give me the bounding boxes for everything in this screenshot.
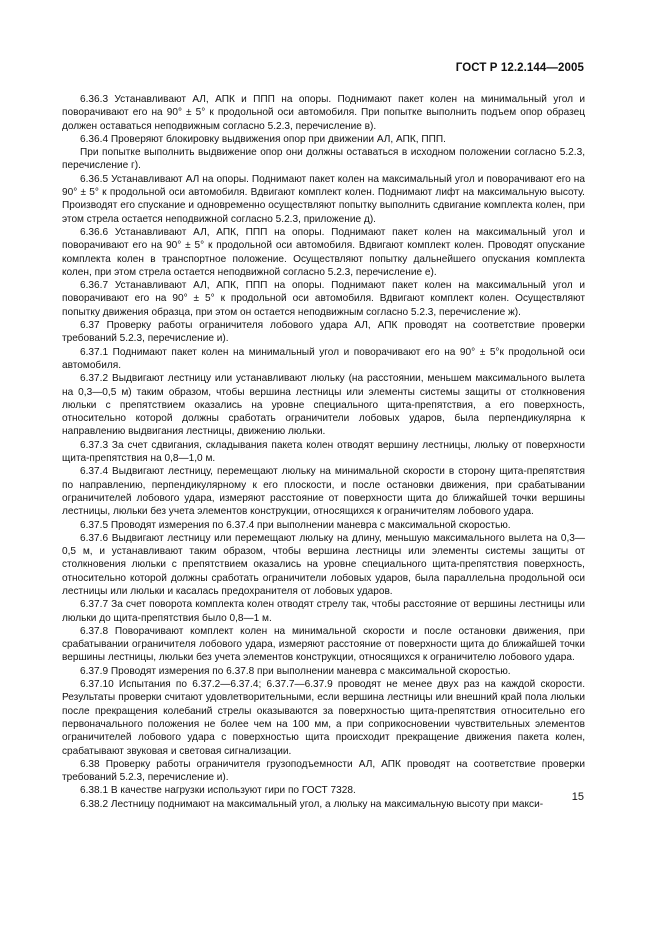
paragraph-6-38-2: 6.38.2 Лестницу поднимают на максимальный угол, а люльку на максимальную высоту при макси- bbox=[80, 798, 544, 810]
paragraph-6-37-8: 6.37.8 Поворачивают комплект колен на минимальной скорости и после остановки движения, при срабатывании ограничителя лобового удара, измеряют расстояние от поверхности щита до ближайшей точки вершины лестницы, люльки без учета элементов конструкции, относящихся к ограничителю лобового удара. bbox=[62, 625, 585, 664]
document-body bbox=[62, 93, 585, 811]
paragraph-6-37-1: 6.37.1 Поднимают пакет колен на минимальный угол и поворачивают его на 90° ± 5°к продольной оси автомобиля. bbox=[62, 346, 585, 371]
paragraph-6-36-4: 6.36.4 Проверяют блокировку выдвижения опор при движении АЛ, АПК, ППП. bbox=[80, 133, 446, 145]
paragraph-6-37-3: 6.37.3 За счет сдвигания, складывания пакета колен отводят вершину лестницы, люльку от поверхности щита-препятствия на 0,8—1,0 м. bbox=[62, 439, 585, 465]
paragraph-6-36-7: 6.36.7 Устанавливают АЛ, АПК, ППП на опоры. Поднимают пакет колен на максимальный угол и поворачивают его на 90° ± 5° к продольной оси автомобиля. Вдвигают комплект колен. Осуществляют попытку движения образца, при этом он остается неподвижным согласно 5.2.3, перечисление ж). bbox=[62, 280, 585, 318]
paragraph-6-37-4: 6.37.4 Выдвигают лестницу, перемещают люльку на минимальной скорости в сторону щита-препятствия по направлению, перпендикулярному к его плоскости, и после остановки движения, при срабатывании ограничителей лобового удара, измеряют расстояние от поверхности щита до ближайшей точки вершины лестницы, люльки без учета элементов конструкции, относящихся к ограничителям лобового удара. bbox=[62, 466, 585, 518]
paragraph-6-38: 6.38 Проверку работы ограничителя грузоподъемности АЛ, АПК проводят на соответствие проверки требований 5.2.3, перечисление и). bbox=[62, 758, 585, 784]
paragraph-6-37-6: 6.37.6 Выдвигают лестницу или перемещают люльку на длину, меньшую максимального вылета на 0,3—0,5 м, и устанавливают таким образом, чтобы вершина лестницы или элементы системы защиты от столкновения люльки с препятствием оказались на уровне специального щита-препятствия поверхность, относительно которой должны сработать ограничители лобовых ударов, была параллельна продольной оси лестницы или люльки и касалась предохранителя от лобовых ударов. bbox=[62, 532, 585, 597]
paragraph-6-37-5: 6.37.5 Проводят измерения по 6.37.4 при выполнении маневра с максимальной скоростью. bbox=[80, 519, 511, 531]
page-number: 15 bbox=[571, 791, 584, 803]
paragraph-6-36-5: 6.36.5 Устанавливают АЛ на опоры. Поднимают пакет колен на максимальный угол и поворачивают его на 90° ± 5° к продольной оси автомобиля. Вдвигают комплект колен. Поднимают лифт на максимальную высоту. Производят его спускание и одновременно осуществляют попытку выполнить сдвигание комплекта колен, при этом стрела остается неподвижной согласно 5.2.3, приложение д). bbox=[62, 173, 585, 225]
paragraph-6-36-6: 6.36.6 Устанавливают АЛ, АПК, ППП на опоры. Поднимают пакет колен на максимальный угол и поворачивают его на 90° ± 5° к продольной оси автомобиля. Вдвигают комплект колен. Проводят опускание комплекта колен в транспортное положение. Осуществляют попытку дальнейшего опускания комплекта колен, при этом стрела остается неподвижной согласно 5.2.3, перечисление е). bbox=[62, 226, 585, 278]
document-header: ГОСТ Р 12.2.144—2005 bbox=[455, 62, 584, 74]
paragraph-6-37-2: 6.37.2 Выдвигают лестницу или устанавливают люльку (на расстоянии, меньшем максимального вылета на 0,3—0,5 м) таким образом, чтобы вершина лестницы или элементы системы защиты от столкновения люльки с препятствием оказались на уровне специального щита-препятствия, а его поверхность, относительно которой должны сработать ограничители лобовых ударов, была перпендикулярна к направлению выдвигания лестницы, движению люльки. bbox=[62, 373, 585, 438]
paragraph-6-37-9: 6.37.9 Проводят измерения по 6.37.8 при выполнении маневра с максимальной скоростью. bbox=[80, 665, 511, 677]
paragraph-6-36-3: 6.36.3 Устанавливают АЛ, АПК и ППП на опоры. Поднимают пакет колен на минимальный угол и поворачивают его на 90° ± 5° к продольной оси автомобиля. При попытке выполнить подъем опор образец должен оставаться неподвижным согласно 5.2.3, перечисление в). bbox=[62, 94, 585, 132]
paragraph-6-37: 6.37 Проверку работы ограничителя лобового удара АЛ, АПК проводят на соответствие проверки требований 5.2.3, перечисление и). bbox=[62, 320, 585, 345]
paragraph-6-36-4-cont: При попытке выполнить выдвижение опор они должны оставаться в исходном положении согласно 5.2.3, перечисление г). bbox=[62, 147, 585, 172]
paragraph-6-37-10: 6.37.10 Испытания по 6.37.2—6.37.4; 6.37.7—6.37.9 проводят не менее двух раз на каждой скорости. Результаты проверки считают удовлетворительными, если вершина лестницы или внешний край пола люльки после прекращения колебаний стрелы оказываются за поверхностью щита-препятствия относительно его первоначального положения не более чем на 100 мм, а при соприкосновении чувствительных элементов ограничителей лобового удара с поверхностью щита происходит прекращение движения пакета колен, срабатывают звуковая и световая сигнализации. bbox=[62, 679, 585, 757]
paragraph-6-37-7: 6.37.7 За счет поворота комплекта колен отводят стрелу так, чтобы расстояние от вершины лестницы или люльки до щита-препятствия было 0,8—1 м. bbox=[62, 599, 585, 624]
paragraph-6-38-1: 6.38.1 В качестве нагрузки используют гири по ГОСТ 7328. bbox=[80, 785, 356, 797]
